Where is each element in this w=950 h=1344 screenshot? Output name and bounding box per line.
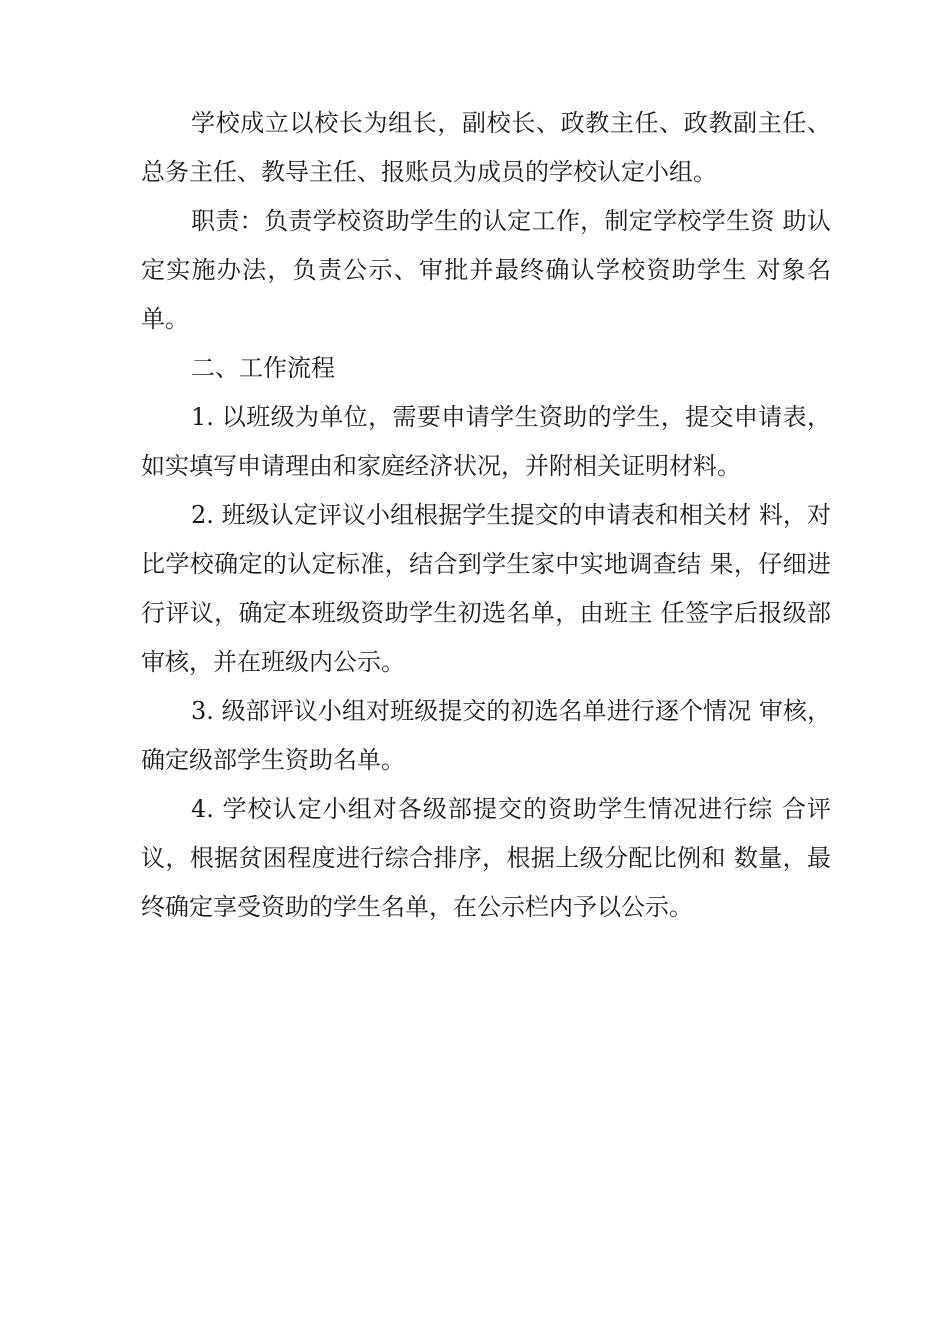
- document-body: [141, 99, 831, 932]
- paragraph-step-4: 4. 学校认定小组对各级部提交的资助学生情况进行综 合评议，根据贫困程度进行综合排序，根据上级分配比例和 数量，最终确定享受资助的学生名单，在公示栏内予以公示。: [141, 795, 831, 921]
- paragraph-step-3: 3. 级部评议小组对班级提交的初选名单进行逐个情况 审核，确定级部学生资助名单。: [141, 697, 831, 774]
- paragraph-step-1: 1. 以班级为单位，需要申请学生资助的学生，提交申请表，如实填写申请理由和家庭经济状况，并附相关证明材料。: [141, 403, 831, 480]
- paragraph-duties: 职责：负责学校资助学生的认定工作，制定学校学生资 助认定实施办法，负责公示、审批并最终确认学校资助学生 对象名单。: [141, 207, 831, 333]
- section-heading-workflow: 二、工作流程: [191, 354, 335, 382]
- paragraph-committee: 学校成立以校长为组长，副校长、政教主任、政教副主任、总务主任、教导主任、报账员为成员的学校认定小组。: [141, 109, 831, 186]
- paragraph-step-2: 2. 班级认定评议小组根据学生提交的申请表和相关材 料，对比学校确定的认定标准，结合到学生家中实地调查结 果，仔细进行评议，确定本班级资助学生初选名单，由班主 任签字后报级部审核，并在班级内公示。: [141, 501, 831, 676]
